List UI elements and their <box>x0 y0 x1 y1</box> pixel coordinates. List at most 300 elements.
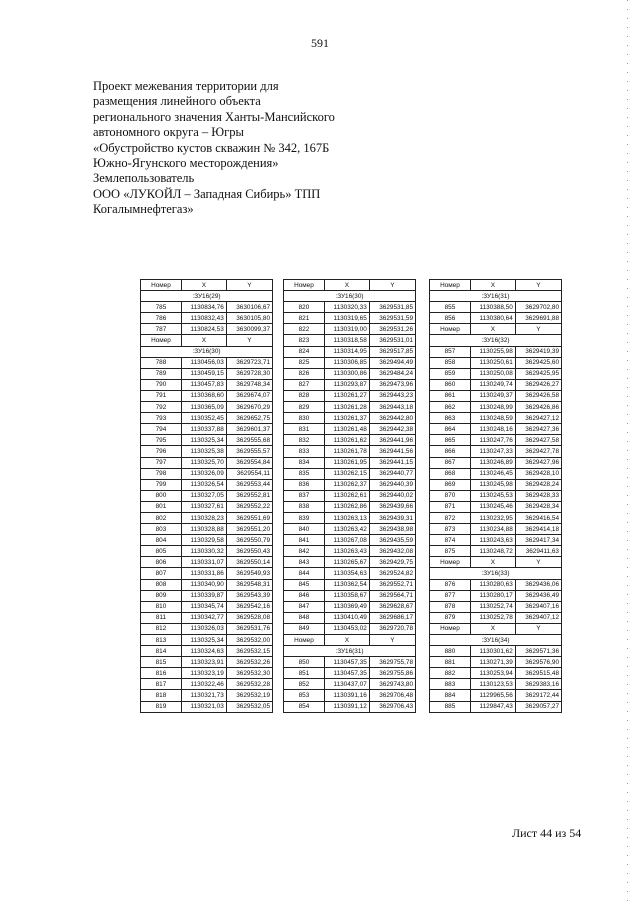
point-number: 790 <box>141 379 182 390</box>
table-row <box>141 368 273 379</box>
coord-x: 1130261,78 <box>324 446 369 457</box>
point-number: 879 <box>430 612 471 623</box>
column-header-y: Y <box>515 623 561 634</box>
point-number: 814 <box>141 646 182 657</box>
table-row <box>141 413 273 424</box>
point-number: 848 <box>284 612 325 623</box>
point-number: 829 <box>284 402 325 413</box>
point-number: 786 <box>141 313 182 324</box>
table-row <box>430 424 562 435</box>
coord-x: 1130331,86 <box>181 568 226 579</box>
coord-x: 1130301,62 <box>470 646 515 657</box>
point-number: 816 <box>141 668 182 679</box>
table-row <box>284 313 416 324</box>
coord-x: 1130369,49 <box>324 601 369 612</box>
table-row <box>141 690 273 701</box>
coord-x: 1130325,70 <box>181 457 226 468</box>
point-number: 882 <box>430 668 471 679</box>
table-row <box>284 512 416 523</box>
table-row <box>284 468 416 479</box>
table-row <box>430 357 562 368</box>
table-header-row <box>284 635 416 646</box>
coord-y: 3629426,27 <box>515 379 561 390</box>
point-number: 791 <box>141 390 182 401</box>
coord-y: 3629706,48 <box>369 690 415 701</box>
point-number: 835 <box>284 468 325 479</box>
coord-y: 3629628,67 <box>369 601 415 612</box>
point-number: 838 <box>284 501 325 512</box>
coord-y: 3629441,56 <box>369 446 415 457</box>
table-row <box>284 612 416 623</box>
point-number: 787 <box>141 324 182 335</box>
point-number: 865 <box>430 435 471 446</box>
column-header-number: Номер <box>141 335 182 346</box>
coord-x: 1130252,74 <box>470 601 515 612</box>
table-row <box>430 468 562 479</box>
point-number: 836 <box>284 479 325 490</box>
table-header-row <box>430 324 562 335</box>
column-header-number: Номер <box>284 635 325 646</box>
coord-y: 3629441,15 <box>369 457 415 468</box>
point-number: 794 <box>141 424 182 435</box>
table-row <box>430 413 562 424</box>
coord-x: 1130323,19 <box>181 668 226 679</box>
table-row <box>284 524 416 535</box>
point-number: 799 <box>141 479 182 490</box>
table-row <box>430 546 562 557</box>
table-row <box>430 379 562 390</box>
column-header-y: Y <box>515 557 561 568</box>
table-row <box>141 457 273 468</box>
coord-y: 3629531,85 <box>369 302 415 313</box>
coord-x: 1130358,67 <box>324 590 369 601</box>
table-row <box>284 357 416 368</box>
coord-y: 3629555,68 <box>226 435 272 446</box>
coord-x: 1130323,91 <box>181 657 226 668</box>
table-row <box>141 468 273 479</box>
coord-x: 1130250,61 <box>470 357 515 368</box>
point-number: 803 <box>141 524 182 535</box>
coord-x: 1130261,95 <box>324 457 369 468</box>
coord-y: 3629425,95 <box>515 368 561 379</box>
coord-x: 1130326,54 <box>181 479 226 490</box>
coord-y: 3629436,49 <box>515 590 561 601</box>
coord-x: 1130261,62 <box>324 435 369 446</box>
point-number: 881 <box>430 657 471 668</box>
coord-x: 1130314,95 <box>324 346 369 357</box>
coord-y: 3629755,86 <box>369 668 415 679</box>
table-row <box>284 501 416 512</box>
coord-y: 3629728,30 <box>226 368 272 379</box>
coord-x: 1130245,46 <box>470 501 515 512</box>
coord-y: 3629743,80 <box>369 679 415 690</box>
table-row <box>141 524 273 535</box>
table-row <box>141 379 273 390</box>
column-header-x: X <box>470 280 515 291</box>
coord-y: 3630105,80 <box>226 313 272 324</box>
point-number: 793 <box>141 413 182 424</box>
coord-x: 1130261,48 <box>324 424 369 435</box>
point-number: 846 <box>284 590 325 601</box>
table-row <box>284 413 416 424</box>
coord-x: 1130267,08 <box>324 535 369 546</box>
table-header-row <box>141 335 273 346</box>
coord-y: 3629532,26 <box>226 657 272 668</box>
coord-y: 3629550,14 <box>226 557 272 568</box>
coord-x: 1130325,34 <box>181 635 226 646</box>
point-number: 834 <box>284 457 325 468</box>
point-number: 843 <box>284 557 325 568</box>
table-row <box>430 657 562 668</box>
point-number: 850 <box>284 657 325 668</box>
coord-x: 1130319,00 <box>324 324 369 335</box>
coord-y: 3629515,48 <box>515 668 561 679</box>
point-number: 840 <box>284 524 325 535</box>
point-number: 804 <box>141 535 182 546</box>
coord-x: 1130261,28 <box>324 402 369 413</box>
point-number: 862 <box>430 402 471 413</box>
table-row <box>141 635 273 646</box>
coord-y: 3629550,43 <box>226 546 272 557</box>
point-number: 860 <box>430 379 471 390</box>
coord-x: 1129965,56 <box>470 690 515 701</box>
coord-y: 3629532,30 <box>226 668 272 679</box>
point-number: 802 <box>141 512 182 523</box>
coord-x: 1130246,45 <box>470 468 515 479</box>
table-row <box>284 568 416 579</box>
table-row <box>430 668 562 679</box>
coord-y: 3629686,17 <box>369 612 415 623</box>
coord-y: 3629524,82 <box>369 568 415 579</box>
point-number: 878 <box>430 601 471 612</box>
coord-x: 1130345,74 <box>181 601 226 612</box>
table-row <box>284 335 416 346</box>
coord-y: 3629440,77 <box>369 468 415 479</box>
coord-y: 3629755,78 <box>369 657 415 668</box>
point-number: 883 <box>430 679 471 690</box>
coord-y: 3629426,86 <box>515 402 561 413</box>
parcel-subheader-row <box>141 346 273 357</box>
coord-y: 3629440,02 <box>369 490 415 501</box>
table-row <box>430 690 562 701</box>
table-row <box>284 379 416 390</box>
coord-x: 1130321,73 <box>181 690 226 701</box>
point-number: 818 <box>141 690 182 701</box>
column-header-x: X <box>181 335 226 346</box>
coord-x: 1130326,09 <box>181 468 226 479</box>
coord-y: 3629442,38 <box>369 424 415 435</box>
coord-x: 1130265,67 <box>324 557 369 568</box>
coord-y: 3629517,85 <box>369 346 415 357</box>
coord-y: 3629411,63 <box>515 546 561 557</box>
coord-x: 1130391,16 <box>324 690 369 701</box>
point-number: 841 <box>284 535 325 546</box>
coord-y: 3629383,16 <box>515 679 561 690</box>
coord-y: 3629555,57 <box>226 446 272 457</box>
table-row <box>284 546 416 557</box>
point-number: 855 <box>430 302 471 313</box>
coordinates-table-2 <box>283 279 416 713</box>
coord-x: 1130271,39 <box>470 657 515 668</box>
point-number: 788 <box>141 357 182 368</box>
table-row <box>430 679 562 690</box>
coord-x: 1130232,95 <box>470 512 515 523</box>
column-header-x: X <box>324 635 369 646</box>
point-number: 792 <box>141 402 182 413</box>
scan-edge-marks <box>627 0 628 905</box>
point-number: 851 <box>284 668 325 679</box>
header-line: автономного округа – Югры <box>93 125 244 140</box>
coord-x: 1130320,33 <box>324 302 369 313</box>
coord-x: 1130245,98 <box>470 479 515 490</box>
table-header-row <box>284 280 416 291</box>
point-number: 872 <box>430 512 471 523</box>
point-number: 885 <box>430 701 471 712</box>
point-number: 789 <box>141 368 182 379</box>
coord-y: 3629551,20 <box>226 524 272 535</box>
point-number: 853 <box>284 690 325 701</box>
coord-y: 3629554,84 <box>226 457 272 468</box>
point-number: 856 <box>430 313 471 324</box>
table-row <box>284 679 416 690</box>
coord-x: 1130457,83 <box>181 379 226 390</box>
table-row <box>284 390 416 401</box>
table-row <box>141 324 273 335</box>
coord-x: 1130437,07 <box>324 679 369 690</box>
point-number: 808 <box>141 579 182 590</box>
point-number: 827 <box>284 379 325 390</box>
parcel-id: :ЗУ16(30) <box>284 291 416 302</box>
table-row <box>284 368 416 379</box>
coord-x: 1130388,50 <box>470 302 515 313</box>
coord-y: 3629429,75 <box>369 557 415 568</box>
table-row <box>141 424 273 435</box>
coord-y: 3629531,76 <box>226 623 272 634</box>
table-row <box>284 435 416 446</box>
table-row <box>284 535 416 546</box>
coord-y: 3629720,78 <box>369 623 415 634</box>
coord-x: 1130327,05 <box>181 490 226 501</box>
coord-y: 3629441,96 <box>369 435 415 446</box>
table-row <box>141 357 273 368</box>
coord-y: 3629172,44 <box>515 690 561 701</box>
point-number: 785 <box>141 302 182 313</box>
table-row <box>430 535 562 546</box>
coord-x: 1130368,60 <box>181 390 226 401</box>
coord-y: 3629531,59 <box>369 313 415 324</box>
column-header-number: Номер <box>430 557 471 568</box>
point-number: 801 <box>141 501 182 512</box>
point-number: 821 <box>284 313 325 324</box>
coord-x: 1130362,54 <box>324 579 369 590</box>
coord-x: 1129847,43 <box>470 701 515 712</box>
column-header-x: X <box>470 324 515 335</box>
point-number: 867 <box>430 457 471 468</box>
point-number: 806 <box>141 557 182 568</box>
point-number: 817 <box>141 679 182 690</box>
table-row <box>284 457 416 468</box>
coord-x: 1130824,53 <box>181 324 226 335</box>
point-number: 809 <box>141 590 182 601</box>
coord-y: 3629427,96 <box>515 457 561 468</box>
coord-x: 1130249,37 <box>470 390 515 401</box>
point-number: 871 <box>430 501 471 512</box>
table-row <box>284 324 416 335</box>
parcel-id: :ЗУ16(33) <box>430 568 562 579</box>
point-number: 828 <box>284 390 325 401</box>
point-number: 864 <box>430 424 471 435</box>
point-number: 884 <box>430 690 471 701</box>
coord-y: 3629532,15 <box>226 646 272 657</box>
table-row <box>430 435 562 446</box>
coord-y: 3629057,27 <box>515 701 561 712</box>
coord-x: 1130250,08 <box>470 368 515 379</box>
point-number: 796 <box>141 446 182 457</box>
table-row <box>430 402 562 413</box>
coord-y: 3629674,07 <box>226 390 272 401</box>
coord-x: 1130457,35 <box>324 668 369 679</box>
point-number: 800 <box>141 490 182 501</box>
table-row <box>430 701 562 712</box>
table-row <box>141 590 273 601</box>
coord-y: 3629432,08 <box>369 546 415 557</box>
table-row <box>284 701 416 712</box>
coord-x: 1130410,49 <box>324 612 369 623</box>
table-row <box>141 446 273 457</box>
coord-x: 1130380,64 <box>470 313 515 324</box>
point-number: 839 <box>284 512 325 523</box>
column-header-number: Номер <box>430 324 471 335</box>
coord-x: 1130280,63 <box>470 579 515 590</box>
column-header-number: Номер <box>430 280 471 291</box>
coord-x: 1130248,16 <box>470 424 515 435</box>
table-row <box>141 679 273 690</box>
coord-y: 3629532,19 <box>226 690 272 701</box>
coord-x: 1130321,03 <box>181 701 226 712</box>
table-row <box>141 579 273 590</box>
coord-y: 3629528,08 <box>226 612 272 623</box>
table-row <box>430 479 562 490</box>
coord-y: 3629552,81 <box>226 490 272 501</box>
point-number: 810 <box>141 601 182 612</box>
column-header-y: Y <box>369 280 415 291</box>
coord-y: 3629436,06 <box>515 579 561 590</box>
coordinates-table-3 <box>429 279 562 713</box>
table-row <box>284 302 416 313</box>
coord-y: 3629443,23 <box>369 390 415 401</box>
page-number: 591 <box>311 36 329 50</box>
point-number: 868 <box>430 468 471 479</box>
coord-x: 1130330,32 <box>181 546 226 557</box>
table-row <box>284 346 416 357</box>
coord-x: 1130342,77 <box>181 612 226 623</box>
point-number: 852 <box>284 679 325 690</box>
parcel-subheader-row <box>430 635 562 646</box>
point-number: 825 <box>284 357 325 368</box>
table-row <box>284 668 416 679</box>
column-header-x: X <box>470 557 515 568</box>
point-number: 849 <box>284 623 325 634</box>
coord-y: 3629428,10 <box>515 468 561 479</box>
table-row <box>141 546 273 557</box>
coord-y: 3629551,69 <box>226 512 272 523</box>
table-header-row <box>141 280 273 291</box>
point-number: 812 <box>141 623 182 634</box>
coord-y: 3629426,58 <box>515 390 561 401</box>
parcel-subheader-row <box>284 646 416 657</box>
point-number: 795 <box>141 435 182 446</box>
coord-x: 1130300,86 <box>324 368 369 379</box>
parcel-subheader-row <box>430 568 562 579</box>
coord-x: 1130354,63 <box>324 568 369 579</box>
coord-x: 1130306,85 <box>324 357 369 368</box>
coord-x: 1130262,37 <box>324 479 369 490</box>
coord-x: 1130248,99 <box>470 402 515 413</box>
table-row <box>141 668 273 679</box>
table-row <box>141 390 273 401</box>
point-number: 822 <box>284 324 325 335</box>
point-number: 842 <box>284 546 325 557</box>
parcel-id: :ЗУ16(32) <box>430 335 562 346</box>
coord-y: 3629427,12 <box>515 413 561 424</box>
table-row <box>141 601 273 612</box>
point-number: 824 <box>284 346 325 357</box>
coord-y: 3630099,37 <box>226 324 272 335</box>
point-number: 832 <box>284 435 325 446</box>
coord-x: 1130459,15 <box>181 368 226 379</box>
coord-x: 1130243,63 <box>470 535 515 546</box>
coord-y: 3629425,60 <box>515 357 561 368</box>
table-row <box>284 479 416 490</box>
parcel-subheader-row <box>430 335 562 346</box>
coord-x: 1130319,65 <box>324 313 369 324</box>
point-number: 798 <box>141 468 182 479</box>
coord-y: 3629670,29 <box>226 402 272 413</box>
point-number: 844 <box>284 568 325 579</box>
coord-y: 3629548,31 <box>226 579 272 590</box>
table-row <box>141 302 273 313</box>
table-row <box>430 612 562 623</box>
table-row <box>430 646 562 657</box>
coord-x: 1130293,87 <box>324 379 369 390</box>
point-number: 863 <box>430 413 471 424</box>
header-line: Южно-Ягунского месторождения» <box>93 156 279 171</box>
parcel-id: :ЗУ16(29) <box>141 291 273 302</box>
table-header-row <box>430 623 562 634</box>
coord-x: 1130453,02 <box>324 623 369 634</box>
table-row <box>141 313 273 324</box>
coord-x: 1130325,38 <box>181 446 226 457</box>
column-header-number: Номер <box>141 280 182 291</box>
point-number: 876 <box>430 579 471 590</box>
coord-y: 3629440,39 <box>369 479 415 490</box>
column-header-number: Номер <box>284 280 325 291</box>
coord-x: 1130248,59 <box>470 413 515 424</box>
coord-x: 1130365,09 <box>181 402 226 413</box>
column-header-y: Y <box>226 280 272 291</box>
coord-x: 1130234,88 <box>470 524 515 535</box>
table-row <box>141 490 273 501</box>
parcel-subheader-row <box>141 291 273 302</box>
point-number: 858 <box>430 357 471 368</box>
coord-y: 3629494,49 <box>369 357 415 368</box>
coord-x: 1130329,58 <box>181 535 226 546</box>
coord-y: 3629706,43 <box>369 701 415 712</box>
coord-y: 3629407,16 <box>515 601 561 612</box>
coord-y: 3629416,54 <box>515 512 561 523</box>
table-row <box>141 701 273 712</box>
point-number: 833 <box>284 446 325 457</box>
